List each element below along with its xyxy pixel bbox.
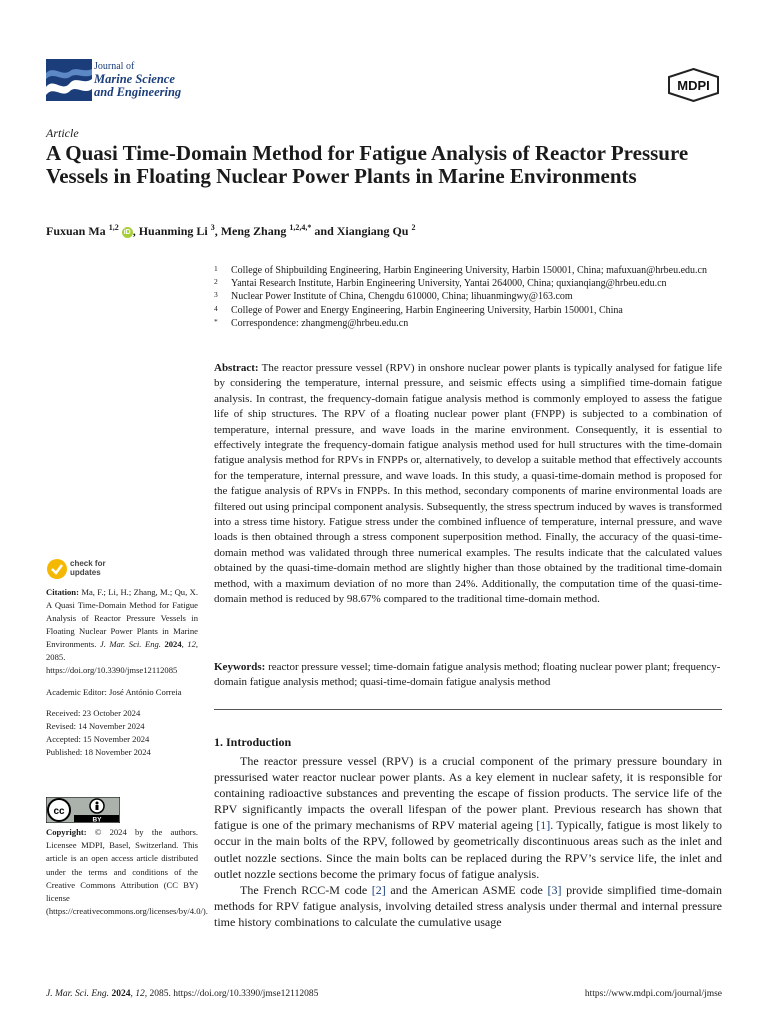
footer-doi[interactable]: , 2085. https://doi.org/10.3390/jmse12112085 — [144, 989, 319, 999]
affiliation-text: College of Shipbuilding Engineering, Harbin Engineering University, Harbin 150001, China; mafuxuan@hrbeu.edu.cn — [231, 265, 707, 276]
paragraph-text: provide simplified time-domain methods for RPV fatigue analysis, involving detailed stress analysis under thermal and internal pressure time history combinations to calculate the cumulative usage — [214, 882, 723, 929]
affiliation-item — [214, 317, 724, 330]
affiliation-item — [214, 304, 724, 317]
reference-link[interactable]: [3] — [547, 882, 562, 897]
journal-name — [94, 60, 181, 99]
check-updates-line2: updates — [70, 568, 101, 577]
section-heading-introduction: 1. Introduction — [214, 735, 292, 749]
check-for-updates-badge[interactable] — [46, 558, 126, 580]
authors — [46, 223, 415, 239]
journal-name-line3: and Engineering — [94, 85, 182, 99]
date-revised: Revised: 14 November 2024 — [46, 721, 145, 731]
affiliation-mark: 1 — [214, 264, 218, 273]
citation-volume: 12 — [187, 639, 196, 649]
section-divider — [214, 709, 722, 710]
author-name: Xiangiang Qu — [336, 224, 409, 238]
author-affiliation-sup: 1,2,4,* — [289, 223, 312, 232]
reference-link[interactable]: [2] — [371, 882, 386, 897]
affiliation-text: Nuclear Power Institute of China, Chengdu 610000, China; lihuanmingwy@163.com — [231, 291, 573, 303]
author-name: Fuxuan Ma — [46, 224, 106, 238]
affiliations — [214, 264, 724, 330]
affiliation-mark: 4 — [214, 303, 218, 313]
journal-wave-logo — [46, 59, 92, 101]
keywords — [214, 660, 722, 691]
article-title: A Quasi Time-Domain Method for Fatigue Analysis of Reactor Pressure Vessels in Floating Nuclear Power Plants in Marine Environments — [46, 141, 689, 188]
author-affiliation-sup: 2 — [411, 223, 416, 232]
date-accepted: Accepted: 15 November 2024 — [46, 734, 150, 744]
paragraph-text: The French RCC-M code — [240, 882, 372, 897]
paragraph-text: The reactor pressure vessel (RPV) is a crucial component of the primary pressure boundary in pressurised water reactor nuclear power plants. As a key element in nuclear safety, it is responsible for containing radioactive substances and preventing the escape of fission products. The service life of the RPV significantly impacts the overall lifespan of the power plant. Previous research has shown that fatigue is one of the primary mechanisms of RPV material ageing — [214, 754, 722, 833]
footer-journal: J. Mar. Sci. Eng. — [46, 989, 110, 999]
affiliation-text: College of Power and Energy Engineering, Harbin Engineering University, Harbin 150001, China — [231, 304, 623, 316]
footer-volume: 12 — [135, 989, 145, 999]
affiliation-text: Yantai Research Institute, Harbin Engineering University, Yantai 264000, China; quxianqiang@hrbeu.edu.cn — [231, 278, 667, 290]
article-type: Article — [46, 126, 79, 140]
journal-name-line1: Journal of — [94, 61, 135, 72]
copyright-notice — [46, 826, 208, 918]
reference-link[interactable]: [1] — [536, 818, 551, 833]
citation: Citation: Ma, F.; Li, H.; Zhang, M.; Qu, X. A Quasi Time-Domain Method for Fatigue Analysis of Reactor Pressure Vessels in Floating Nuclear Power Plants in Marine Environments. J. Mar. Sci. Eng. 2024, 12, 2085. https://doi.org/10.3390/jmse12112085 — [46, 587, 199, 675]
date-published: Published: 18 November 2024 — [46, 747, 151, 757]
affiliation-mark: 2 — [214, 277, 218, 287]
paragraph — [214, 882, 722, 930]
affiliation-text: Correspondence: zhangmeng@hrbeu.edu.cn — [231, 317, 409, 329]
footer-citation: J. Mar. Sci. Eng. 2024, 12, 2085. https://doi.org/10.3390/jmse12112085 — [46, 989, 319, 999]
citation-label: Citation: — [46, 587, 79, 597]
introduction-body — [214, 753, 722, 930]
author-affiliation-sup: 3 — [210, 223, 215, 232]
author-name: Huanming Li — [138, 224, 208, 238]
academic-editor: Academic Editor: José António Correia — [46, 687, 182, 697]
article-metadata — [46, 586, 198, 759]
citation-doi[interactable]: , 2085. https://doi.org/10.3390/jmse12112085 — [46, 639, 199, 675]
cc-by-label: BY — [92, 816, 102, 823]
author-separator: and — [311, 224, 337, 238]
footer-year: 2024 — [111, 989, 131, 999]
citation-journal: J. Mar. Sci. Eng. — [99, 639, 161, 649]
affiliation-item — [214, 264, 724, 277]
abstract — [214, 361, 722, 608]
affiliation-item — [214, 277, 724, 290]
author-separator: , — [132, 224, 139, 238]
cc-icon: cc — [53, 806, 65, 817]
paragraph-text: . Typically, fatigue is most likely to occur in the main bolts of the RPV, followed by geometrically discontinuous areas such as the inlet and outlet nozzle sections. Since the main bolts can be replaced during the RPV’s service life, the inlet and outlet nozzle sections become the primary focus of fatigue analysis. — [214, 818, 722, 881]
check-updates-icon — [46, 558, 68, 580]
abstract-label: Abstract: — [214, 362, 259, 374]
mdpi-logo — [667, 68, 720, 102]
affiliation-mark: 3 — [214, 290, 218, 300]
paragraph — [214, 753, 722, 882]
author-separator: , — [214, 224, 221, 238]
author-affiliation-sup: 1,2 — [108, 223, 119, 232]
affiliation-mark: * — [214, 316, 218, 326]
orcid-icon[interactable]: iD — [123, 229, 131, 236]
mdpi-logo-text: MDPI — [677, 78, 710, 93]
date-received: Received: 23 October 2024 — [46, 708, 141, 718]
author-name: Meng Zhang — [220, 224, 287, 238]
publication-dates — [46, 707, 198, 759]
cc-by-license-badge[interactable] — [46, 797, 120, 823]
paragraph-text: and the American ASME code — [385, 882, 548, 897]
copyright-text: © 2024 by the authors. Licensee MDPI, Basel, Switzerland. This article is an open access article distributed under the terms and conditions of the Creative Commons Attribution (CC BY) license (https://creativecommons.org/licenses/by/4.0/). — [46, 827, 208, 917]
check-updates-line1: check for — [70, 559, 106, 568]
affiliation-item — [214, 290, 724, 303]
abstract-text: The reactor pressure vessel (RPV) in onshore nuclear power plants is typically analysed for fatigue life by considering the temperature, internal pressure, and seismic effects using a simplified time-domain fatigue analysis. In contrast, the frequency-domain fatigue analysis method is commonly employed to assess the fatigue life of ship structures. The RPV of a floating nuclear power plant (FNPP) is subjected to a combination of temperature, internal pressure, and wave loads in the marine environment. Consequently, it is essential to effectively integrate the frequency-domain fatigue analysis method used for hull structures with the time-domain fatigue analysis method for RPVs in FNPPs or, alternatively, to develop a suitable method that effectively accounts for the temperature, internal pressure, and wave loads. In this study, a quasi-time-domain method is proposed for the fatigue analysis of RPVs in FNPPs. In this method, secondary components of marine environmental loads are filtered out using principal component analysis. Subsequently, the stress spectrum induced by waves is transformed into a stress time history. Fatigue stress under the combined influence of temperature, internal pressure, and wave loads is then obtained through a stress component superposition method. Finally, the accuracy of the quasi-time-domain method was validated through three numerical examples. The results indicate that the calculated values obtained by the quasi-time-domain method are slightly higher than those obtained by the traditional time-domain method, with a maximum deviation of no more than 24%. Additionally, the computation time of the quasi-time-domain method is reduced by 98.67% compared to the traditional time-domain method. — [214, 362, 722, 606]
footer-journal-url[interactable]: https://www.mdpi.com/journal/jmse — [584, 989, 722, 999]
keywords-label: Keywords: — [214, 661, 266, 673]
citation-year: 2024 — [164, 639, 182, 649]
copyright-label: Copyright: — [46, 827, 87, 837]
keywords-text: reactor pressure vessel; time-domain fatigue analysis method; floating nuclear power plant; frequency-domain fatigue analysis method; quasi-time-domain fatigue analysis method — [214, 661, 721, 689]
journal-name-line2: Marine Science — [94, 72, 175, 86]
citation-text: Ma, F.; Li, H.; Zhang, M.; Qu, X. A Quasi Time-Domain Method for Fatigue Analysis of Reactor Pressure Vessels in Floating Nuclear Power Plants in Marine Environments. — [46, 587, 198, 649]
